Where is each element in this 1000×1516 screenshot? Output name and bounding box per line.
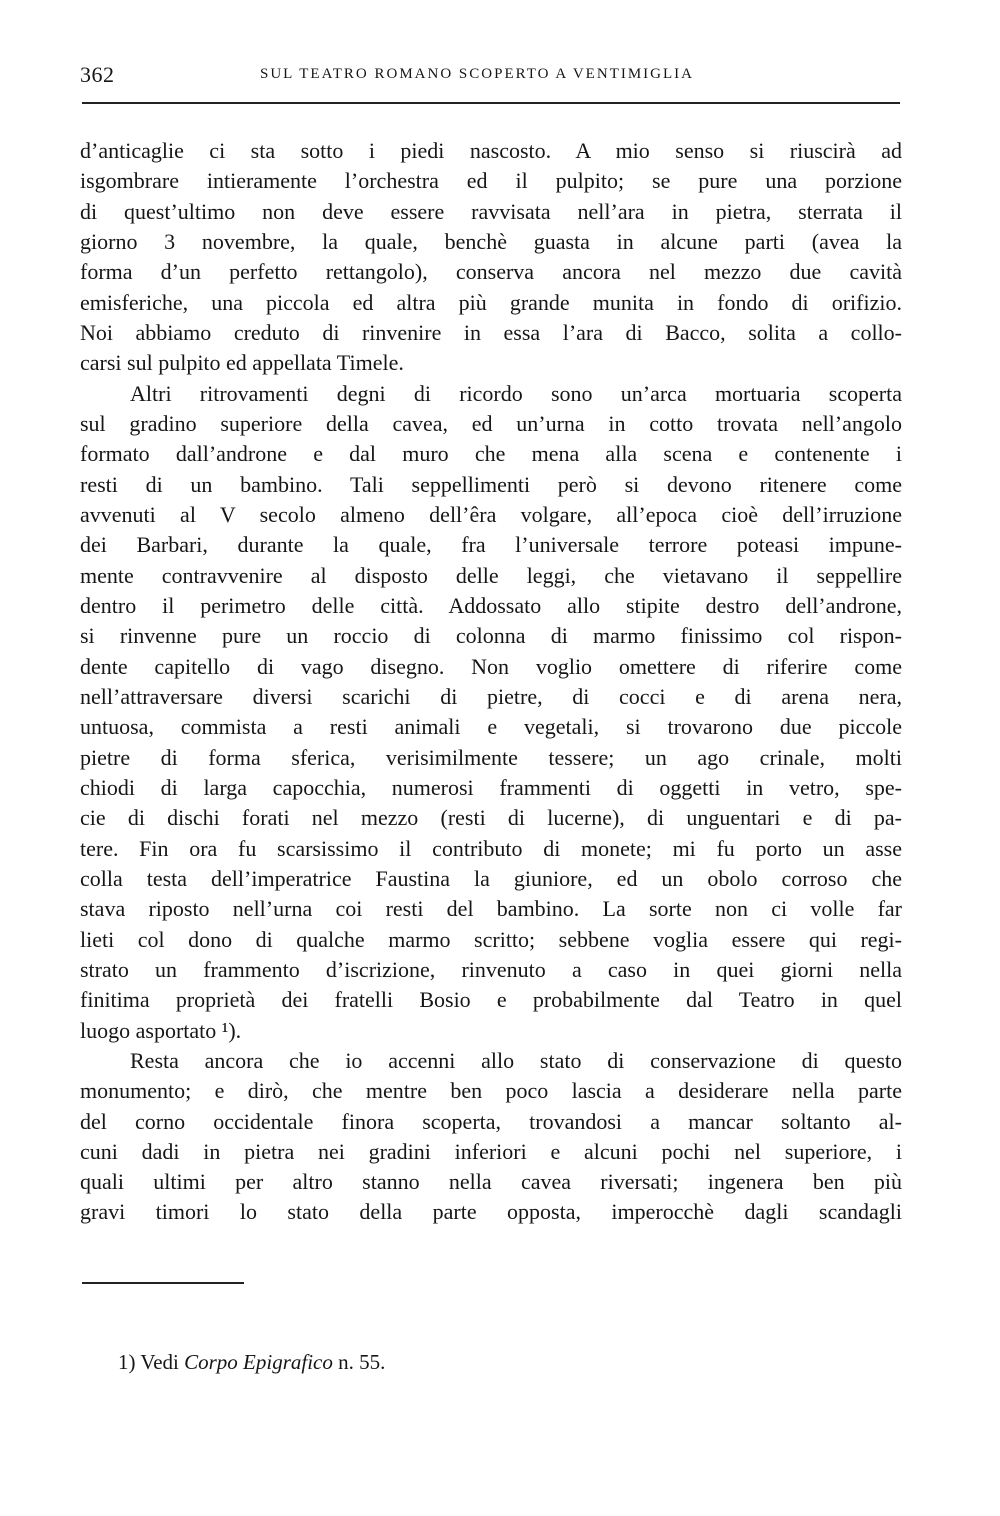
text-line: forma d’un perfetto rettangolo), conserva ancora nel mezzo due cavità <box>80 259 902 285</box>
text-line: resti di un bambino. Tali seppellimenti però si devono ritenere come <box>80 471 902 497</box>
text-line: emisferiche, una piccola ed altra più grande munita in fondo di orifizio. <box>80 289 902 315</box>
page-number: 362 <box>80 62 115 87</box>
footnote-work-title: Corpo Epigrafico <box>184 1350 333 1374</box>
text-line: Resta ancora che io accenni allo stato di conservazione di questo <box>130 1047 902 1073</box>
text-line: stava riposto nell’urna coi resti del bambino. La sorte non ci volle far <box>80 896 902 922</box>
footnote-reference: n. 55. <box>338 1350 386 1374</box>
text-line: quali ultimi per altro stanno nella cavea riversati; ingenera ben più <box>80 1169 902 1195</box>
text-line: nell’attraversare diversi scarichi di pietre, di cocci e di arena nera, <box>80 683 902 709</box>
footnote-text: Vedi <box>140 1350 179 1374</box>
footnote-marker: 1) <box>118 1350 136 1374</box>
running-title: SUL TEATRO ROMANO SCOPERTO A VENTIMIGLIA <box>260 66 694 82</box>
text-line: isgombrare intieramente l’orchestra ed il pulpito; se pure una porzione <box>80 168 902 194</box>
header-rule <box>82 102 900 104</box>
text-line: Noi abbiamo creduto di rinvenire in essa l’ara di Bacco, solita a collo- <box>80 319 902 345</box>
text-line: Altri ritrovamenti degni di ricordo sono un’arca mortuaria scoperta <box>130 380 902 406</box>
text-line: monumento; e dirò, che mentre ben poco lascia a desiderare nella parte <box>80 1078 902 1104</box>
text-line: untuosa, commista a resti animali e vegetali, si trovarono due piccole <box>80 714 902 740</box>
text-line: luogo asportato ¹). <box>80 1017 242 1043</box>
text-line: dei Barbari, durante la quale, fra l’universale terrore poteasi impune- <box>80 532 902 558</box>
text-line: del corno occidentale finora scoperta, trovandosi a mancar soltanto al- <box>80 1108 902 1134</box>
text-line: si rinvenne pure un roccio di colonna di marmo finissimo col rispon- <box>80 623 902 649</box>
text-line: lieti col dono di qualche marmo scritto; sebbene voglia essere qui regi- <box>80 926 902 952</box>
text-line: giorno 3 novembre, la quale, benchè guasta in alcune parti (avea la <box>80 228 902 254</box>
text-line: chiodi di larga capocchia, numerosi frammenti di oggetti in vetro, spe- <box>80 774 902 800</box>
text-line: formato dall’androne e dal muro che mena alla scena e contenente i <box>80 441 902 467</box>
text-line: colla testa dell’imperatrice Faustina la giuniore, ed un obolo corroso che <box>80 865 902 891</box>
running-head <box>80 62 902 92</box>
text-line: finitima proprietà dei fratelli Bosio e probabilmente dal Teatro in quel <box>80 987 902 1013</box>
text-line: dente capitello di vago disegno. Non voglio omettere di riferire come <box>80 653 902 679</box>
text-line: pietre di forma sferica, verisimilmente tessere; un ago crinale, molti <box>80 744 902 770</box>
text-line: carsi sul pulpito ed appellata Timele. <box>80 350 404 376</box>
text-line: strato un frammento d’iscrizione, rinvenuto a caso in quei giorni nella <box>80 956 902 982</box>
text-line: gravi timori lo stato della parte opposta, imperocchè dagli scandagli <box>80 1199 902 1225</box>
text-line: sul gradino superiore della cavea, ed un’urna in cotto trovata nell’angolo <box>80 410 902 436</box>
footnote-rule <box>82 1282 244 1284</box>
text-line: dentro il perimetro delle città. Addossato allo stipite destro dell’androne, <box>80 592 902 618</box>
footnote <box>118 1350 385 1375</box>
text-line: di quest’ultimo non deve essere ravvisata nell’ara in pietra, sterrata il <box>80 198 902 224</box>
text-line: cie di dischi forati nel mezzo (resti di lucerne), di unguentari e di pa- <box>80 805 902 831</box>
text-line: cuni dadi in pietra nei gradini inferiori e alcuni pochi nel superiore, i <box>80 1138 902 1164</box>
text-line: avvenuti al V secolo almeno dell’êra volgare, all’epoca cioè dell’irruzione <box>80 501 902 527</box>
text-line: tere. Fin ora fu scarsissimo il contributo di monete; mi fu porto un asse <box>80 835 902 861</box>
text-line: d’anticaglie ci sta sotto i piedi nascosto. A mio senso si riuscirà ad <box>80 138 902 163</box>
text-line: mente contravvenire al disposto delle leggi, che vietavano il seppellire <box>80 562 902 588</box>
body-text <box>80 136 902 1228</box>
